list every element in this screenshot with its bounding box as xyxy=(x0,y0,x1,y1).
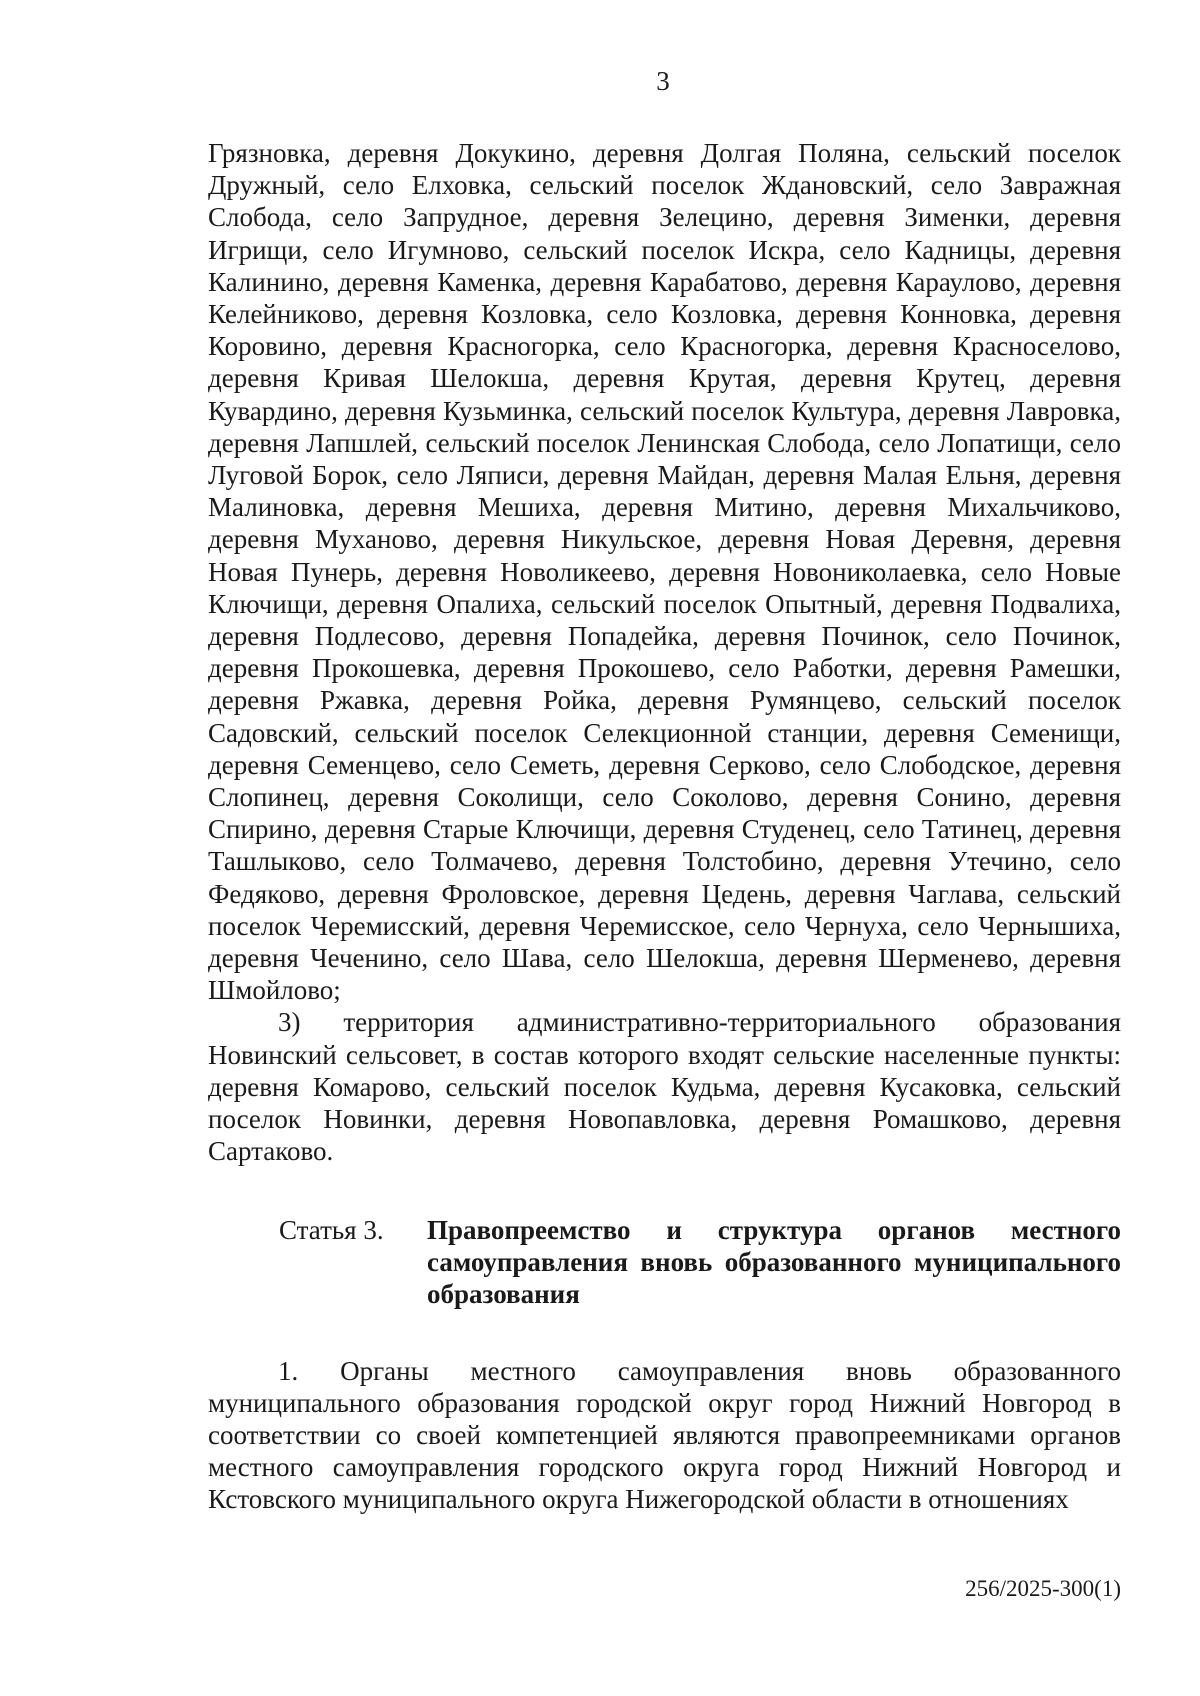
item-3-paragraph: 3) территория административно-территориального образования Новинский сельсовет, в состав которого входят сельские населенные пункты: деревня Комарово, сельский поселок Кудьма, деревня Кусаковка, сельский поселок Новинки, деревня Новопавловка, деревня Ромашково, деревня Сартаково. xyxy=(208,1007,1121,1167)
page-number: 3 xyxy=(656,66,670,96)
document-code: 256/2025-300(1) xyxy=(965,1576,1121,1601)
article-title: Правопреемство и структура органов местного самоуправления вновь образованного муниципального образования xyxy=(427,1214,1121,1309)
article-heading xyxy=(208,1214,1121,1311)
document-body xyxy=(208,137,1121,1516)
article-number: Статья 3. xyxy=(279,1214,384,1245)
settlement-list-paragraph: Грязновка, деревня Докукино, деревня Долгая Поляна, сельский поселок Дружный, село Елховка, сельский поселок Ждановский, село Завражная Слобода, село Запрудное, деревня Зелецино, деревня Зименки, деревня Игрищи, село Игумново, сельский поселок Искра, село Кадницы, деревня Калинино, деревня Каменка, деревня Карабатово, деревня Караулово, деревня Келейниково, деревня Козловка, село Козловка, деревня Конновка, деревня Коровино, деревня Красногорка, село Красногорка, деревня Красноселово, деревня Кривая Шелокша, деревня Крутая, деревня Крутец, деревня Кувардино, деревня Кузьминка, сельский поселок Культура, деревня Лавровка, деревня Лапшлей, сельский поселок Ленинская Слобода, село Лопатищи, село Луговой Борок, село Ляписи, деревня Майдан, деревня Малая Ельня, деревня Малиновка, деревня Мешиха, деревня Митино, деревня Михальчиково, деревня Муханово, деревня Никульское, деревня Новая Деревня, деревня Новая Пунерь, деревня Новоликеево, деревня Новониколаевка, село Новые Ключищи, деревня Опалиха, сельский поселок Опытный, деревня Подвалиха, деревня Подлесово, деревня Попадейка, деревня Починок, село Починок, деревня Прокошевка, деревня Прокошево, село Работки, деревня Рамешки, деревня Ржавка, деревня Ройка, деревня Румянцево, сельский поселок Садовский, сельский поселок Селекционной станции, деревня Семенищи, деревня Семенцево, село Семеть, деревня Серково, село Слободское, деревня Слопинец, деревня Соколищи, село Соколово, деревня Сонино, деревня Спирино, деревня Старые Ключищи, деревня Студенец, село Татинец, деревня Ташлыково, село Толмачево, деревня Толстобино, деревня Утечино, село Федяково, деревня Фроловское, деревня Цедень, деревня Чаглава, сельский поселок Черемисский, деревня Черемисское, село Чернуха, село Чернышиха, деревня Чеченино, село Шава, село Шелокша, деревня Шерменево, деревня Шмойлово; xyxy=(208,138,1121,1006)
section-1-paragraph: 1. Органы местного самоуправления вновь образованного муниципального образования городской округ город Нижний Новгород в соответствии со своей компетенцией являются правопреемниками органов местного самоуправления городского округа город Нижний Новгород и Кстовского муниципального округа Нижегородской области в отношениях xyxy=(208,1355,1121,1515)
